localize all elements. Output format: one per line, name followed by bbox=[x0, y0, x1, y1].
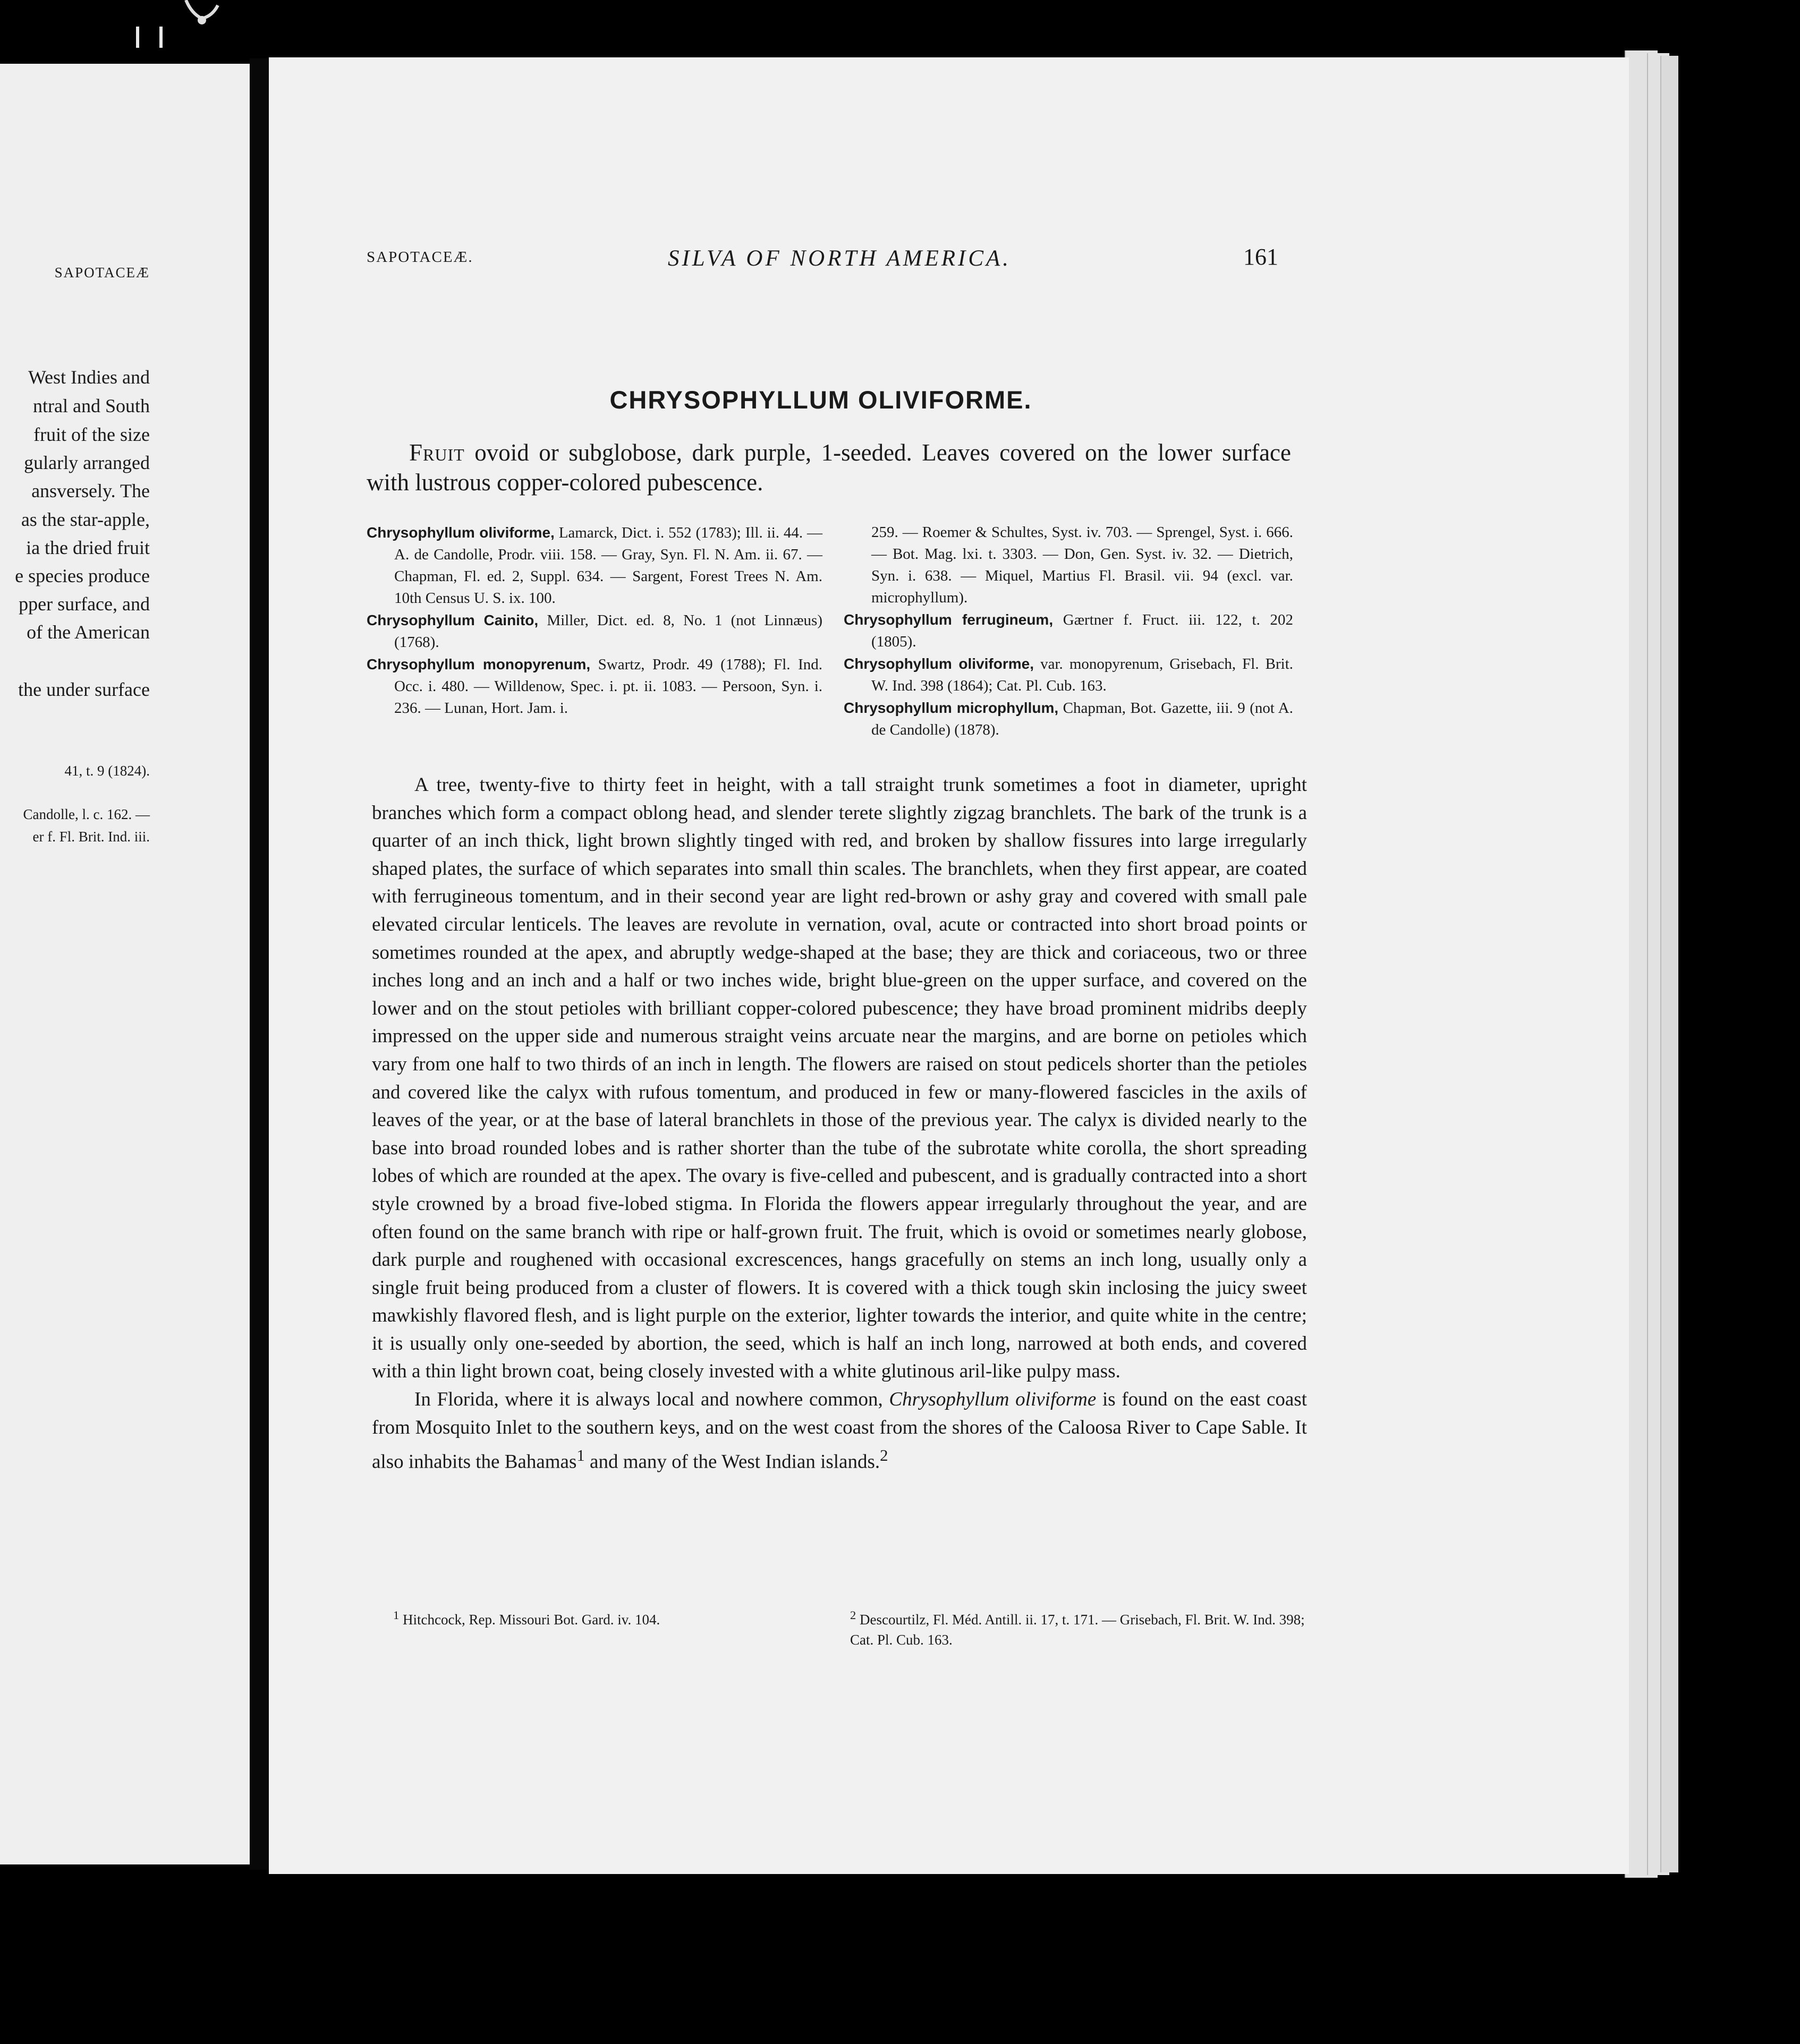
species-name-italic: Chrysophyllum oliviforme bbox=[889, 1389, 1097, 1411]
synonym-entry bbox=[844, 653, 1293, 697]
synonym-entry bbox=[844, 609, 1293, 653]
previous-page-line: the under surface bbox=[18, 679, 150, 700]
synonym-citation: Swartz, Prodr. 49 (1788); Fl. Ind. Occ. i. 480. — Willdenow, Spec. i. pt. ii. 1083. — Persoon, Syn. i. 236. — Lunan, Hort. Jam. i. bbox=[394, 656, 822, 717]
scan-clip-mark bbox=[175, 0, 223, 32]
scan-mark bbox=[136, 27, 139, 48]
synonym-citation: 259. — Roemer & Schultes, Syst. iv. 703. — Sprengel, Syst. i. 666. — Bot. Mag. lxi. t. 3303. — Don, Gen. Syst. iv. 32. — Dietrich, Syn. i. 638. — Miquel, Martius Fl. Brasil. vii. 94 (excl. var. microphyllum). bbox=[871, 524, 1293, 606]
distribution-paragraph bbox=[372, 1386, 1307, 1476]
page-number: 161 bbox=[1243, 244, 1278, 270]
synonymy-column-left bbox=[367, 522, 822, 719]
synonym-name: Chrysophyllum monopyrenum, bbox=[367, 656, 591, 672]
synonym-entry bbox=[844, 697, 1293, 741]
synonym-name: Chrysophyllum oliviforme, bbox=[844, 655, 1034, 672]
previous-page-line: as the star-apple, bbox=[21, 509, 150, 530]
footnote-text: Descourtilz, Fl. Méd. Antill. ii. 17, t. 171. — Grisebach, Fl. Brit. W. Ind. 398; Cat. Pl. Cub. 163. bbox=[850, 1612, 1305, 1648]
synonym-entry bbox=[367, 653, 822, 719]
species-title: CHRYSOPHYLLUM OLIVIFORME. bbox=[609, 386, 1032, 414]
previous-page-line: ia the dried fruit bbox=[26, 537, 150, 558]
previous-page-citation: 41, t. 9 (1824). bbox=[64, 763, 150, 779]
previous-page-line: fruit of the size bbox=[33, 424, 150, 445]
species-description bbox=[372, 771, 1307, 1476]
distribution-text: is found on the east coast from Mosquito Inlet to the southern keys, and on the west coast from the shores of the Caloosa River to Cape Sable. It also inhabits the Bahamas bbox=[372, 1389, 1307, 1473]
synonym-name: Chrysophyllum Cainito, bbox=[367, 612, 539, 628]
diagnosis bbox=[367, 438, 1291, 497]
synonym-name: Chrysophyllum oliviforme, bbox=[367, 524, 555, 541]
synonymy-column-right bbox=[844, 522, 1293, 741]
previous-page-citation: Candolle, l. c. 162. — bbox=[23, 806, 150, 822]
previous-page-line: of the American bbox=[27, 621, 150, 643]
footnote-ref[interactable]: 2 bbox=[880, 1446, 888, 1465]
previous-page-line: ansversely. The bbox=[31, 480, 150, 501]
scan-mark bbox=[159, 27, 163, 48]
book-gutter bbox=[250, 58, 269, 1870]
distribution-text: In Florida, where it is always local and nowhere common, bbox=[414, 1389, 883, 1411]
page-edge bbox=[1660, 56, 1678, 1872]
synonym-name: Chrysophyllum microphyllum, bbox=[844, 700, 1059, 716]
previous-page bbox=[0, 64, 250, 1864]
footnote bbox=[393, 1605, 818, 1630]
description-paragraph: A tree, twenty-five to thirty feet in height, with a tall straight trunk sometimes a foot in diameter, upright branches which form a compact oblong head, and slender terete slightly zigzag branchlets. The bark of the trunk is a quarter of an inch thick, light brown slightly tinged with red, and broken by shallow fissures into large irregularly shaped plates, the surface of which separates into small thin scales. The branchlets, when they first appear, are coated with ferrugineous tomentum, and in their second year are light red-brown or ashy gray and covered with small pale elevated circular lenticels. The leaves are revolute in vernation, oval, acute or contracted into short broad points or sometimes rounded at the apex, and abruptly wedge-shaped at the base; they are thick and coriaceous, two or three inches long and an inch and a half or two inches wide, bright blue-green on the upper surface, and covered on the lower and on the stout petioles with brilliant copper-colored pubescence; they have broad prominent midribs deeply impressed on the upper side and numerous straight veins arcuate near the margins, and are borne on petioles which vary from one half to two thirds of an inch in length. The flowers are raised on stout pedicels shorter than the petioles and covered like the calyx with rufous tomentum, and produced in few or many-flowered fascicles in the axils of leaves of the year, or at the base of lateral branchlets in those of the previous year. The calyx is divided nearly to the base into broad rounded lobes and is rather shorter than the tube of the subrotate white corolla, the short spreading lobes of which are rounded at the apex. The ovary is five-celled and pubescent, and is gradually contracted into a short style crowned by a broad five-lobed stigma. In Florida the flowers appear irregularly throughout the year, and are often found on the same branch with ripe or half-grown fruit. The fruit, which is ovoid or sometimes nearly globose, dark purple and roughened with occasional excrescences, hangs gracefully on stems an inch long, usually only a single fruit being produced from a cluster of flowers. It is covered with a thick tough skin inclosing the juicy sweet mawkishly flavored flesh, and is light purple on the exterior, lighter towards the interior, and quite white in the centre; it is usually only one-seeded by abortion, the seed, which is half an inch long, narrowed at both ends, and covered with a thin light brown coat, being closely invested with a white glutinous aril-like pulpy mass. bbox=[372, 774, 1307, 1383]
synonym-citation: var. monopyrenum, Grisebach, Fl. Brit. W. Ind. 398 (1864); Cat. Pl. Cub. 163. bbox=[871, 655, 1294, 694]
previous-page-line: gularly arranged bbox=[24, 452, 150, 473]
synonym-citation: Miller, Dict. ed. 8, No. 1 (not Linnæus) (1768). bbox=[394, 612, 822, 651]
footnote-mark: 2 bbox=[850, 1608, 856, 1622]
previous-page-line: pper surface, and bbox=[19, 593, 150, 615]
previous-page-line: West Indies and bbox=[28, 367, 150, 388]
footnote-mark: 1 bbox=[393, 1608, 400, 1622]
previous-page-line: ntral and South bbox=[33, 395, 150, 416]
footnote-text: Hitchcock, Rep. Missouri Bot. Gard. iv. 104. bbox=[403, 1612, 660, 1628]
footnote-ref[interactable]: 1 bbox=[576, 1446, 585, 1465]
synonym-name: Chrysophyllum ferrugineum, bbox=[844, 611, 1054, 628]
synonym-citation: Chapman, Bot. Gazette, iii. 9 (not A. de Candolle) (1878). bbox=[871, 700, 1293, 738]
previous-page-line: e species produce bbox=[15, 565, 150, 586]
distribution-text: and many of the West Indian islands. bbox=[590, 1451, 880, 1473]
synonym-entry bbox=[367, 522, 822, 609]
diagnosis-text: ovoid or subglobose, dark purple, 1-seeded. Leaves covered on the lower surface with lustrous copper-colored pubescence. bbox=[367, 439, 1291, 496]
running-head-section: SAPOTACEÆ. bbox=[367, 249, 473, 266]
synonym-entry bbox=[367, 609, 822, 653]
diagnosis-lead: Fruit bbox=[409, 439, 465, 466]
previous-page-citation: er f. Fl. Brit. Ind. iii. bbox=[32, 829, 150, 845]
previous-page-running-head: SAPOTACEÆ bbox=[54, 265, 150, 280]
synonym-citation: Gærtner f. Fruct. iii. 122, t. 202 (1805). bbox=[871, 611, 1293, 650]
synonym-citation: Lamarck, Dict. i. 552 (1783); Ill. ii. 44. — A. de Candolle, Prodr. viii. 158. — Gray, Syn. Fl. N. Am. ii. 67. — Chapman, Fl. ed. 2, Suppl. 634. — Sargent, Forest Trees N. Am. 10th Census U. S. ix. 100. bbox=[394, 524, 823, 607]
synonym-entry-continued bbox=[844, 522, 1293, 609]
footnote bbox=[850, 1605, 1307, 1650]
running-head-title: SILVA OF NORTH AMERICA. bbox=[667, 246, 1012, 271]
